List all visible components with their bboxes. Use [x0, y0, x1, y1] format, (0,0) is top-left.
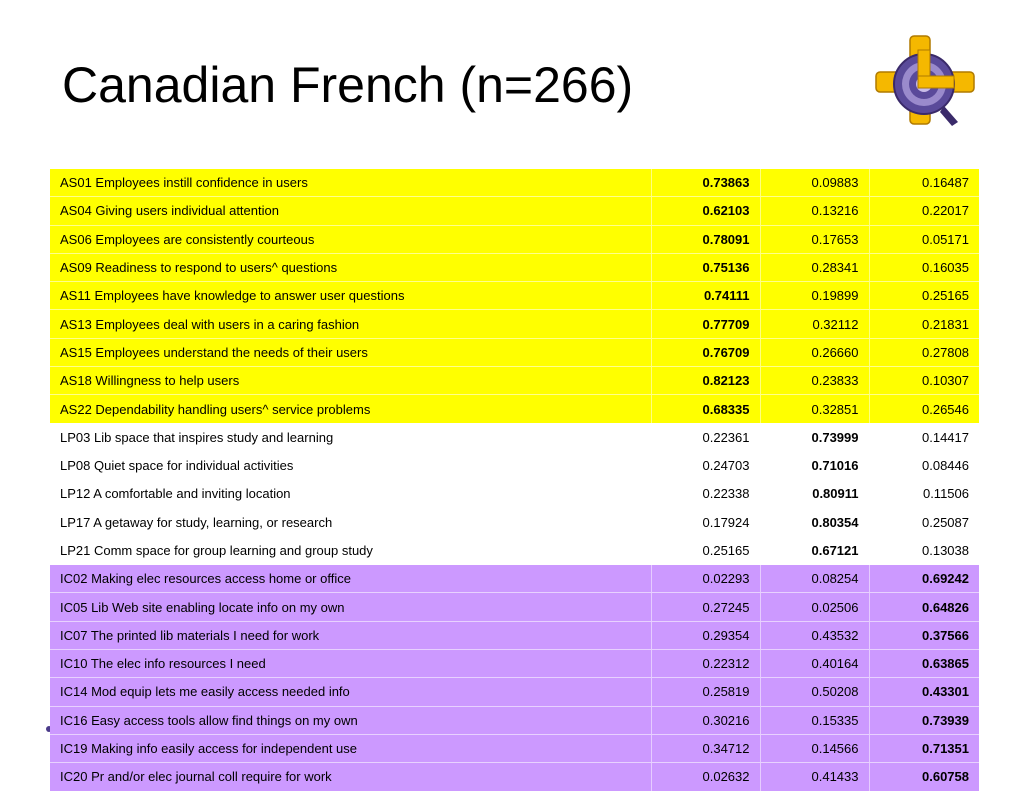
value-col-1: 0.22361 [651, 423, 760, 451]
value-col-3: 0.16035 [869, 253, 979, 281]
value-col-2: 0.43532 [760, 621, 869, 649]
table-row [50, 197, 979, 225]
value-col-1: 0.27245 [651, 593, 760, 621]
value-col-1: 0.17924 [651, 508, 760, 536]
value-col-3: 0.64826 [869, 593, 979, 621]
value-col-3: 0.05171 [869, 225, 979, 253]
page-title: Canadian French (n=266) [62, 57, 634, 113]
value-col-3: 0.25087 [869, 508, 979, 536]
row-label: LP08 Quiet space for individual activities [50, 451, 651, 479]
row-label: IC19 Making info easily access for independent use [50, 734, 651, 762]
table-row [50, 565, 979, 593]
value-col-1: 0.25819 [651, 678, 760, 706]
factor-table-container [50, 169, 979, 792]
table-body [50, 169, 979, 791]
value-col-3: 0.63865 [869, 650, 979, 678]
table-row [50, 508, 979, 536]
value-col-3: 0.37566 [869, 621, 979, 649]
table-row [50, 650, 979, 678]
value-col-2: 0.32851 [760, 395, 869, 423]
row-label: LP21 Comm space for group learning and group study [50, 536, 651, 564]
value-col-2: 0.23833 [760, 367, 869, 395]
value-col-1: 0.76709 [651, 338, 760, 366]
value-col-3: 0.71351 [869, 734, 979, 762]
value-col-1: 0.25165 [651, 536, 760, 564]
value-col-3: 0.08446 [869, 451, 979, 479]
value-col-2: 0.08254 [760, 565, 869, 593]
row-label: LP03 Lib space that inspires study and learning [50, 423, 651, 451]
row-label: AS18 Willingness to help users [50, 367, 651, 395]
table-row [50, 536, 979, 564]
value-col-1: 0.74111 [651, 282, 760, 310]
factor-loadings-table [50, 169, 979, 792]
value-col-2: 0.80911 [760, 480, 869, 508]
value-col-2: 0.09883 [760, 169, 869, 197]
value-col-1: 0.22312 [651, 650, 760, 678]
value-col-2: 0.50208 [760, 678, 869, 706]
row-label: IC10 The elec info resources I need [50, 650, 651, 678]
library-logo-icon [872, 32, 982, 132]
row-label: AS06 Employees are consistently courteous [50, 225, 651, 253]
value-col-3: 0.60758 [869, 763, 979, 791]
table-row [50, 423, 979, 451]
value-col-2: 0.26660 [760, 338, 869, 366]
value-col-1: 0.24703 [651, 451, 760, 479]
value-col-1: 0.75136 [651, 253, 760, 281]
value-col-2: 0.15335 [760, 706, 869, 734]
table-row [50, 367, 979, 395]
value-col-2: 0.32112 [760, 310, 869, 338]
value-col-1: 0.29354 [651, 621, 760, 649]
value-col-3: 0.43301 [869, 678, 979, 706]
value-col-2: 0.41433 [760, 763, 869, 791]
value-col-1: 0.82123 [651, 367, 760, 395]
row-label: IC16 Easy access tools allow find things on my own [50, 706, 651, 734]
value-col-1: 0.02632 [651, 763, 760, 791]
table-row [50, 451, 979, 479]
value-col-1: 0.02293 [651, 565, 760, 593]
value-col-3: 0.73939 [869, 706, 979, 734]
row-label: LP17 A getaway for study, learning, or research [50, 508, 651, 536]
row-label: IC02 Making elec resources access home or office [50, 565, 651, 593]
row-label: AS11 Employees have knowledge to answer user questions [50, 282, 651, 310]
table-row [50, 253, 979, 281]
row-label: IC20 Pr and/or elec journal coll require for work [50, 763, 651, 791]
row-label: IC14 Mod equip lets me easily access needed info [50, 678, 651, 706]
value-col-2: 0.71016 [760, 451, 869, 479]
row-label: AS13 Employees deal with users in a caring fashion [50, 310, 651, 338]
table-row [50, 480, 979, 508]
value-col-3: 0.27808 [869, 338, 979, 366]
value-col-1: 0.68335 [651, 395, 760, 423]
value-col-1: 0.77709 [651, 310, 760, 338]
value-col-2: 0.14566 [760, 734, 869, 762]
table-row [50, 621, 979, 649]
row-label: AS04 Giving users individual attention [50, 197, 651, 225]
table-row [50, 593, 979, 621]
table-row [50, 310, 979, 338]
table-row [50, 225, 979, 253]
value-col-2: 0.02506 [760, 593, 869, 621]
value-col-1: 0.30216 [651, 706, 760, 734]
value-col-3: 0.69242 [869, 565, 979, 593]
row-label: AS09 Readiness to respond to users^ questions [50, 253, 651, 281]
value-col-3: 0.25165 [869, 282, 979, 310]
value-col-3: 0.16487 [869, 169, 979, 197]
table-row [50, 734, 979, 762]
row-label: IC05 Lib Web site enabling locate info on my own [50, 593, 651, 621]
value-col-1: 0.62103 [651, 197, 760, 225]
value-col-3: 0.21831 [869, 310, 979, 338]
table-row [50, 395, 979, 423]
value-col-3: 0.13038 [869, 536, 979, 564]
value-col-2: 0.28341 [760, 253, 869, 281]
value-col-2: 0.80354 [760, 508, 869, 536]
value-col-3: 0.10307 [869, 367, 979, 395]
value-col-1: 0.22338 [651, 480, 760, 508]
value-col-3: 0.26546 [869, 395, 979, 423]
row-label: AS15 Employees understand the needs of their users [50, 338, 651, 366]
value-col-2: 0.19899 [760, 282, 869, 310]
value-col-3: 0.11506 [869, 480, 979, 508]
value-col-1: 0.34712 [651, 734, 760, 762]
table-row [50, 338, 979, 366]
table-row [50, 706, 979, 734]
value-col-3: 0.22017 [869, 197, 979, 225]
table-row [50, 763, 979, 791]
value-col-1: 0.78091 [651, 225, 760, 253]
value-col-2: 0.17653 [760, 225, 869, 253]
row-label: IC07 The printed lib materials I need for work [50, 621, 651, 649]
row-label: AS01 Employees instill confidence in users [50, 169, 651, 197]
row-label: AS22 Dependability handling users^ service problems [50, 395, 651, 423]
value-col-1: 0.73863 [651, 169, 760, 197]
table-row [50, 169, 979, 197]
value-col-2: 0.40164 [760, 650, 869, 678]
row-label: LP12 A comfortable and inviting location [50, 480, 651, 508]
value-col-3: 0.14417 [869, 423, 979, 451]
value-col-2: 0.73999 [760, 423, 869, 451]
table-row [50, 678, 979, 706]
value-col-2: 0.13216 [760, 197, 869, 225]
table-row [50, 282, 979, 310]
value-col-2: 0.67121 [760, 536, 869, 564]
